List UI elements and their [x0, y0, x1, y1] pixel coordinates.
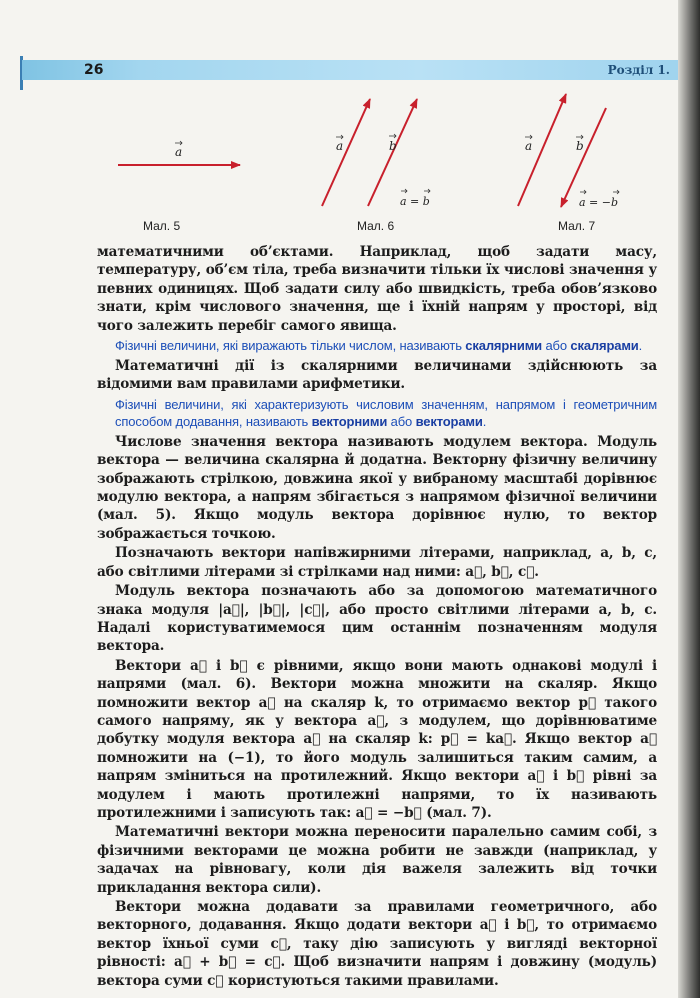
- fig7-label-b: b: [576, 139, 584, 153]
- def2-or: або: [387, 413, 416, 429]
- fig5-label-a: a: [175, 145, 183, 159]
- paragraph-1: математичними об’єктами. Наприклад, щоб задати масу, температуру, об’єм тіла, треба визначити тільки їх числові значення у певних одиницях. Щоб задати силу або швидкість, треба обов’язково знати, крім числового значення, ще і їхній напрям у просторі, від чого залежить перебіг самого явища.: [97, 244, 657, 334]
- page-number: 26: [84, 62, 104, 78]
- fig7-label-a: a: [525, 139, 533, 153]
- paragraph-8: Вектори можна додавати за правилами геометричного, або векторного, додавання. Якщо додати вектори a⃗ і b⃗, то отримаємо вектор їхньої суми c⃗, таку дію записують у вигляді векторної рівності: a⃗ + b⃗ = c⃗. Щоб визначити напрям і довжину (модуль) вектора суми c⃗ користуються такими правилами.: [97, 899, 657, 989]
- def1-term-1: скалярними: [465, 338, 543, 354]
- fig6-label-b: b: [389, 139, 397, 153]
- fig6-caption: Мал. 6: [357, 219, 395, 233]
- page-edge-shadow: [678, 0, 700, 998]
- def1-end: .: [638, 338, 643, 354]
- paragraph-3: Числове значення вектора називають модулем вектора. Модуль вектора — величина скалярна й додатна. Векторну фізичну величину зображають стрілкою, довжина якої у вибраному масштабі дорівнює модулю вектора, а напрям збігається з напрямом фізичної величини (мал. 5). Якщо модуль вектора дорівнює нулю, то вектор зображається точкою.: [97, 433, 657, 542]
- figures-area: [0, 0, 700, 240]
- def2-end: .: [482, 413, 487, 429]
- def2-term-1: векторними: [311, 413, 388, 429]
- body-text: [97, 243, 657, 991]
- fig6-vector-a: [322, 99, 370, 206]
- paragraph-2: Математичні дії із скалярними величинами здійснюють за відомими вам правилами арифметики.: [97, 358, 657, 393]
- def1-text: Фізичні величини, які виражають тільки числом, називають: [115, 338, 466, 354]
- fig6-label-a: a: [336, 139, 344, 153]
- fig7-caption: Мал. 7: [558, 219, 596, 233]
- def1-or: або: [542, 338, 571, 354]
- chapter-title: Розділ 1.: [607, 63, 670, 77]
- def2-text: Фізичні величини, які характеризують числовим значенням, напрямом і геометричним способом додавання, називають: [115, 396, 657, 429]
- fig6-equation: a = b: [400, 195, 430, 208]
- definition-scalars: [115, 337, 657, 354]
- def1-term-2: скалярами: [570, 338, 639, 354]
- fig7-equation: a = −b: [579, 196, 619, 209]
- paragraph-4: Позначають вектори напівжирними літерами, наприклад, a, b, c, або світлими літерами зі стрілками над ними: a⃗, b⃗, c⃗.: [97, 545, 657, 580]
- fig5-caption: Мал. 5: [143, 219, 181, 233]
- paragraph-5: Модуль вектора позначають або за допомогою математичного знака модуля |a⃗|, |b⃗|, |c⃗|, або просто світлими літерами a, b, c. Надалі користуватимемося цим останнім позначенням модуля вектора.: [97, 583, 657, 655]
- definition-vectors: [115, 396, 657, 430]
- paragraph-7: Математичні вектори можна переносити паралельно самим собі, з фізичними векторами це можна робити не завжди (наприклад, у задачах на рівновагу, коли дія важеля залежить від точки прикладання вектора сили).: [97, 824, 657, 896]
- def2-term-2: векторами: [415, 413, 483, 429]
- paragraph-6: Вектори a⃗ і b⃗ є рівними, якщо вони мають однакові модулі і напрями (мал. 6). Вектори можна множити на скаляр. Якщо помножити вектор a⃗ на скаляр k, то отримаємо вектор p⃗ такого самого напряму, як у вектора a⃗, з модулем, що дорівнюватиме добутку модуля вектора a⃗ на скаляр k: p⃗ = ka⃗. Якщо вектор a⃗ помножити на (−1), то його модуль залишиться таким самим, а напрям зміниться на протилежний. Якщо вектори a⃗ і b⃗ рівні за модулем і мають протилежні напрями, то їх називають протилежними і записують так: a⃗ = −b⃗ (мал. 7).: [97, 657, 657, 821]
